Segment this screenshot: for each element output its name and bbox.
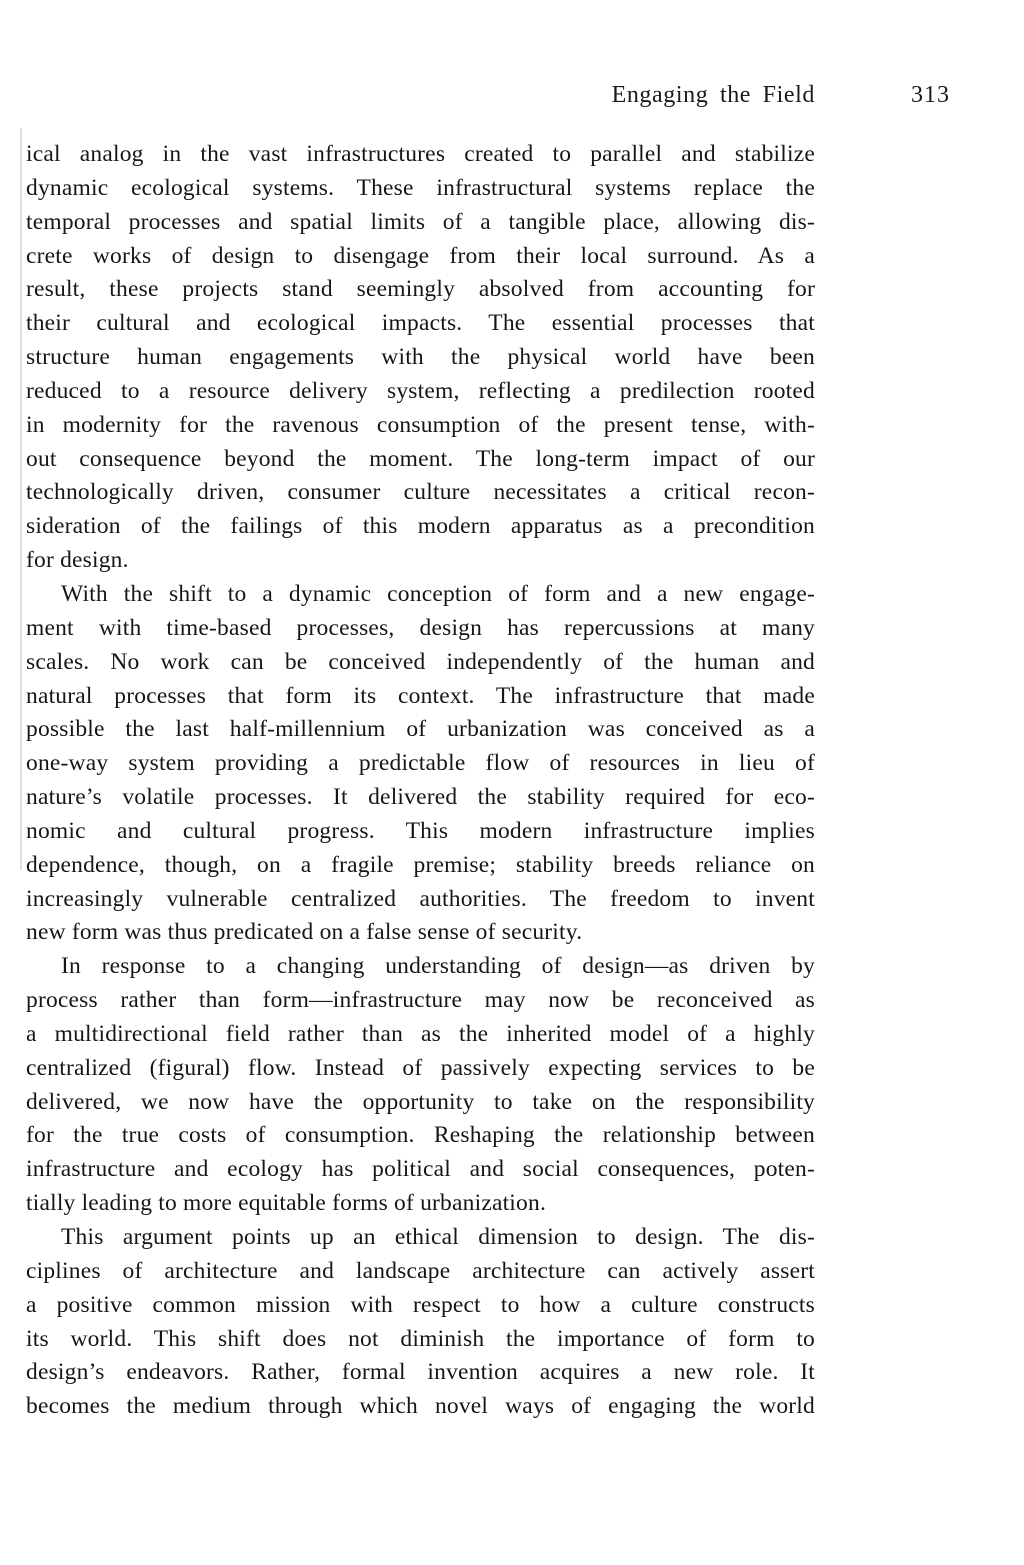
text-line: technologically driven, consumer culture necessitates a critical recon- bbox=[26, 479, 815, 506]
text-line: In response to a changing understanding of design—as driven by bbox=[61, 953, 815, 980]
text-line: crete works of design to disengage from their local surround. As a bbox=[26, 242, 815, 269]
text-line: centralized (figural) flow. Instead of passively expecting services to be bbox=[26, 1054, 815, 1081]
text-line: their cultural and ecological impacts. The essential processes that bbox=[26, 310, 815, 337]
text-line: delivered, we now have the opportunity to take on the responsibility bbox=[26, 1088, 815, 1115]
text-line: dynamic ecological systems. These infrastructural systems replace the bbox=[26, 174, 815, 201]
text-line: result, these projects stand seemingly absolved from accounting for bbox=[26, 276, 815, 303]
paragraph bbox=[26, 138, 815, 578]
text-line: dependence, though, on a fragile premise; stability breeds reliance on bbox=[26, 851, 815, 878]
text-line: temporal processes and spatial limits of a tangible place, allowing dis- bbox=[26, 208, 815, 235]
text-line: ical analog in the vast infrastructures created to parallel and stabilize bbox=[26, 141, 815, 167]
text-line: increasingly vulnerable centralized authorities. The freedom to invent bbox=[26, 885, 815, 912]
text-line: process rather than form—infrastructure may now be reconceived as bbox=[26, 987, 815, 1014]
body-text bbox=[26, 138, 815, 1424]
text-line: This argument points up an ethical dimension to design. The dis- bbox=[61, 1224, 815, 1250]
text-line: in modernity for the ravenous consumption of the present tense, with- bbox=[26, 411, 815, 438]
text-line: new form was thus predicated on a false sense of security. bbox=[26, 919, 583, 946]
text-line: possible the last half-millennium of urbanization was conceived as a bbox=[26, 716, 815, 743]
text-line: natural processes that form its context. The infrastructure that made bbox=[26, 682, 815, 709]
text-line: ciplines of architecture and landscape architecture can actively assert bbox=[26, 1257, 815, 1284]
text-line: nature’s volatile processes. It delivered the stability required for eco- bbox=[26, 784, 815, 811]
text-line: out consequence beyond the moment. The long-term impact of our bbox=[26, 445, 815, 472]
text-line: tially leading to more equitable forms of urbanization. bbox=[26, 1190, 547, 1217]
page-number: 313 bbox=[911, 82, 950, 108]
text-line: for design. bbox=[26, 547, 129, 574]
text-line: structure human engagements with the physical world have been bbox=[26, 344, 815, 371]
text-line: scales. No work can be conceived independently of the human and bbox=[26, 648, 815, 675]
running-title: Engaging the Field bbox=[611, 82, 815, 108]
text-line: a multidirectional field rather than as the inherited model of a highly bbox=[26, 1020, 815, 1047]
text-line: ment with time-based processes, design has repercussions at many bbox=[26, 614, 815, 641]
paragraph bbox=[26, 578, 815, 950]
text-line: one-way system providing a predictable flow of resources in lieu of bbox=[26, 750, 815, 777]
paragraph bbox=[26, 1221, 815, 1424]
text-line: With the shift to a dynamic conception of form and a new engage- bbox=[61, 580, 815, 607]
text-line: for the true costs of consumption. Reshaping the relationship between bbox=[26, 1122, 815, 1149]
paragraph bbox=[26, 950, 815, 1221]
text-line: its world. This shift does not diminish the importance of form to bbox=[26, 1325, 815, 1352]
text-line: infrastructure and ecology has political and social consequences, poten- bbox=[26, 1156, 815, 1183]
text-line: sideration of the failings of this modern apparatus as a precondition bbox=[26, 513, 815, 540]
text-line: reduced to a resource delivery system, reflecting a predilection rooted bbox=[26, 377, 815, 404]
page-header bbox=[26, 82, 950, 109]
text-line: becomes the medium through which novel ways of engaging the world bbox=[26, 1393, 815, 1420]
text-line: nomic and cultural progress. This modern infrastructure implies bbox=[26, 817, 815, 844]
text-line: a positive common mission with respect to how a culture constructs bbox=[26, 1291, 815, 1318]
scan-artifact-line bbox=[20, 128, 22, 870]
text-line: design’s endeavors. Rather, formal invention acquires a new role. It bbox=[26, 1359, 815, 1386]
